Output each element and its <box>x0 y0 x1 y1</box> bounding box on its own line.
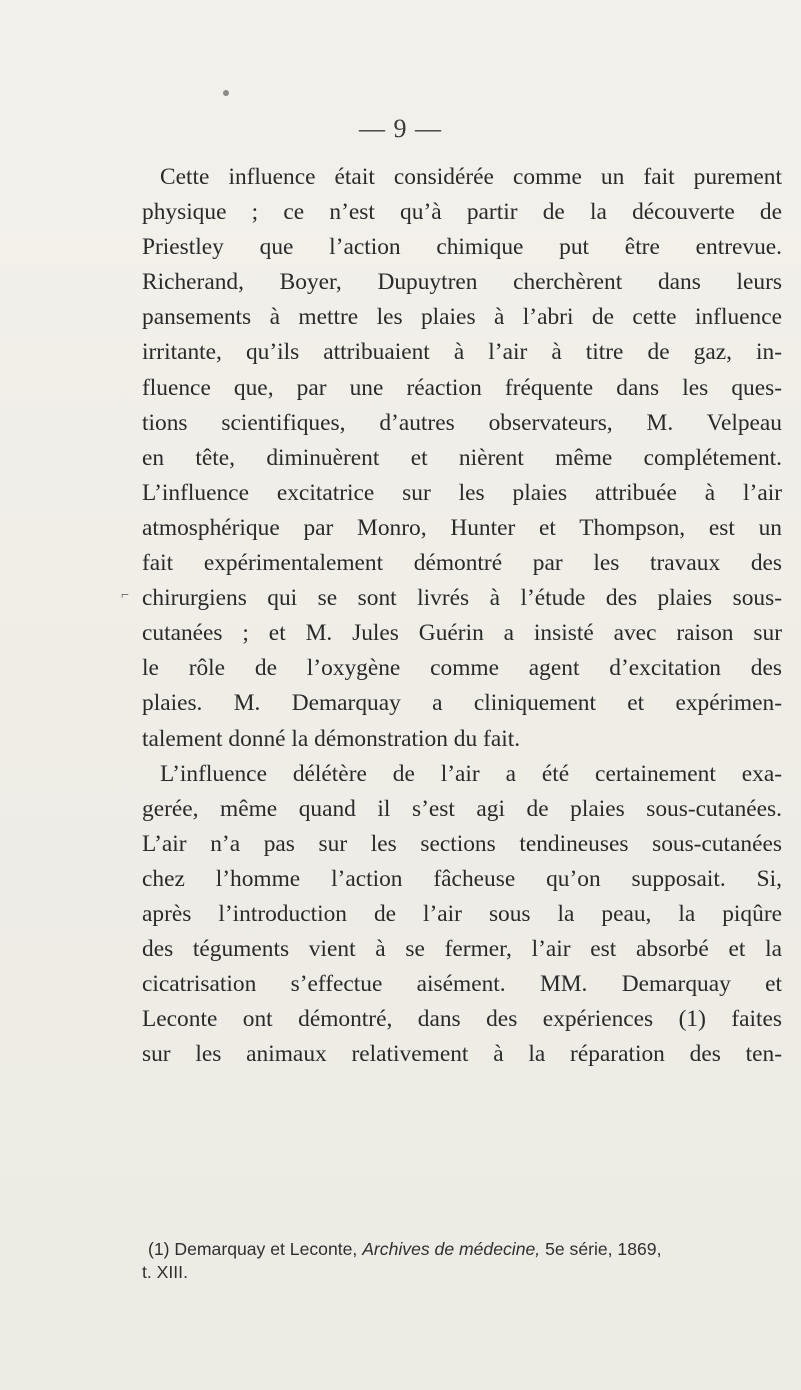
body-text <box>142 160 782 1072</box>
text-line: Richerand, Boyer, Dupuytren cherchèrent dans leurs <box>142 269 782 296</box>
text-line: Priestley que l’action chimique put être entrevue. <box>142 234 782 261</box>
text-line: cicatrisation s’effectue aisément. MM. Demarquay et <box>142 971 782 998</box>
text-line: L’influence délétère de l’air a été certainement exa- <box>160 760 782 787</box>
ink-speck <box>223 90 229 96</box>
text-line: physique ; ce n’est qu’à partir de la découverte de <box>142 199 782 226</box>
text-line: L’air n’a pas sur les sections tendineuses sous-cutanées <box>142 830 782 857</box>
text-line: après l’introduction de l’air sous la peau, la piqûre <box>142 900 782 927</box>
footnote-journal: Archives de médecine, <box>362 1239 541 1259</box>
text-line: plaies. M. Demarquay a cliniquement et expérimen- <box>142 690 782 717</box>
text-line: gerée, même quand il s’est agi de plaies sous-cutanées. <box>142 795 782 822</box>
text-line: le rôle de l’oxygène comme agent d’excitation des <box>142 655 782 682</box>
footnote-volume: t. XIII. <box>142 1262 188 1282</box>
page-number: — 9 — <box>359 114 442 143</box>
text-line: des téguments vient à se fermer, l’air est absorbé et la <box>142 936 782 963</box>
footnote <box>142 1238 782 1284</box>
text-line: cutanées ; et M. Jules Guérin a insisté avec raison sur <box>142 620 782 647</box>
text-line: irritante, qu’ils attribuaient à l’air à titre de gaz, in- <box>142 339 782 366</box>
text-line: chirurgiens qui se sont livrés à l’étude des plaies sous- <box>142 585 782 612</box>
text-line: chez l’homme l’action fâcheuse qu’on supposait. Si, <box>142 865 782 892</box>
text-line: fait expérimentalement démontré par les travaux des <box>142 550 782 577</box>
text-line: L’influence excitatrice sur les plaies attribuée à l’air <box>142 479 782 506</box>
text-line: Cette influence était considérée comme un fait purement <box>160 164 782 190</box>
text-line: tions scientifiques, d’autres observateurs, M. Velpeau <box>142 409 782 436</box>
text-line: Leconte ont démontré, dans des expériences (1) faites <box>142 1006 782 1033</box>
footnote-authors: Demarquay et Leconte, <box>174 1239 358 1259</box>
footnote-line <box>142 1238 782 1261</box>
footnote-marker: (1) <box>148 1239 170 1259</box>
text-line: talement donné la démonstration du fait. <box>142 725 521 752</box>
margin-mark: ⌐ <box>121 588 129 603</box>
text-line: pansements à mettre les plaies à l’abri de cette influence <box>142 304 782 331</box>
text-line: en tête, diminuèrent et nièrent même complétement. <box>142 444 782 471</box>
text-line: atmosphérique par Monro, Hunter et Thompson, est un <box>142 514 782 541</box>
text-line: fluence que, par une réaction fréquente dans les ques- <box>142 374 782 401</box>
text-line: sur les animaux relativement à la réparation des ten- <box>142 1041 782 1068</box>
footnote-details: 5e série, 1869, <box>545 1239 662 1259</box>
